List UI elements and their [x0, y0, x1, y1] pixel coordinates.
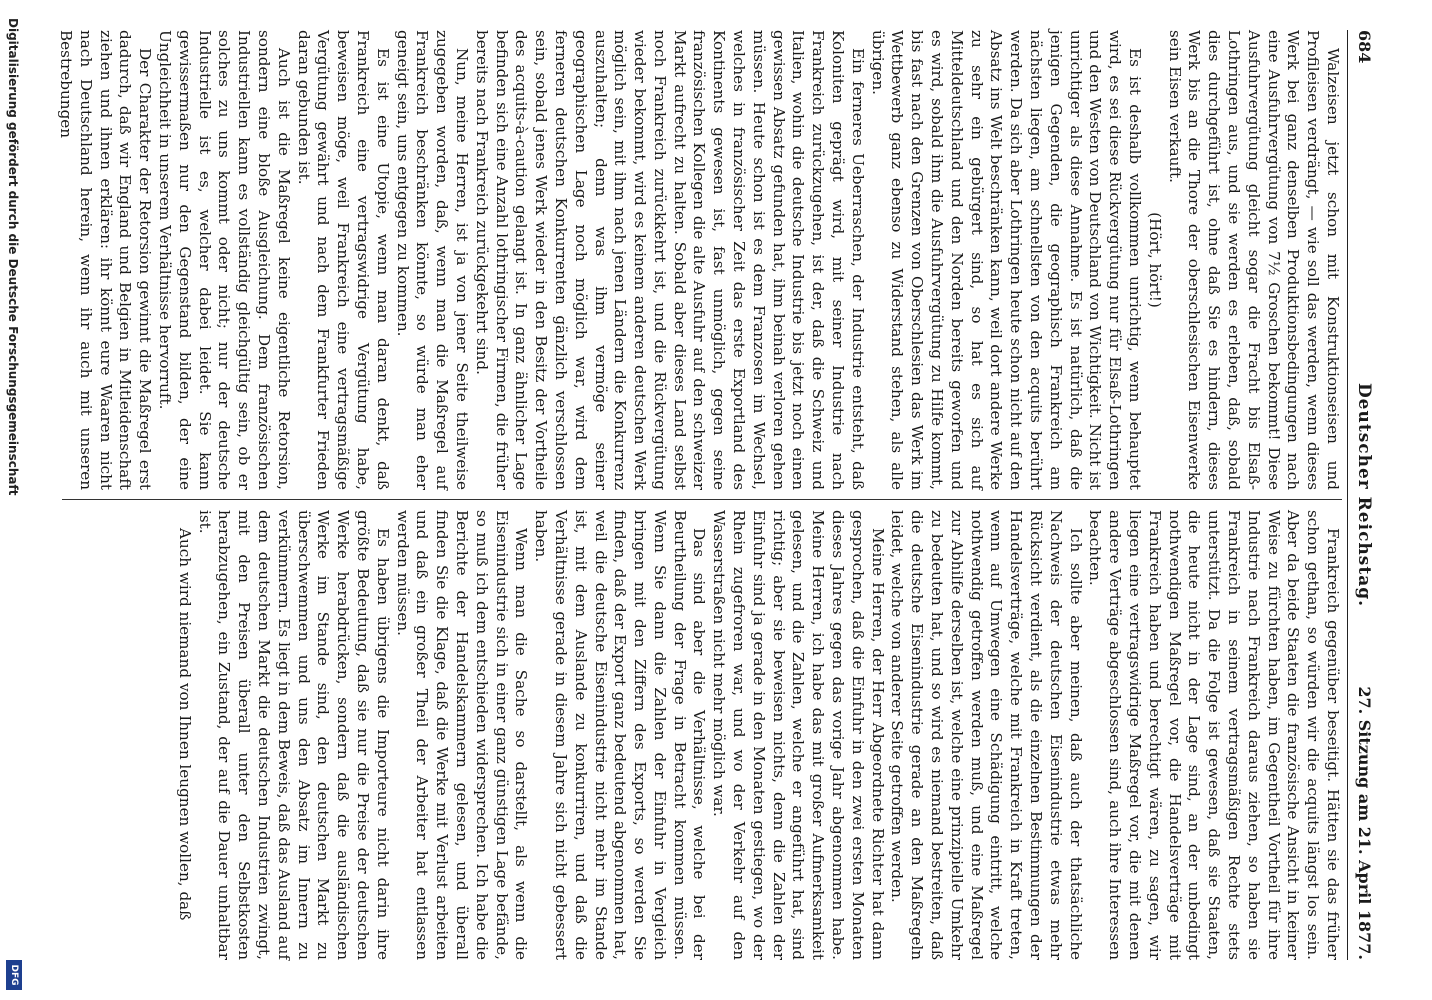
paragraph: Es ist deshalb vollkommen unrichtig, wenn behauptet wird, es sei diese Rückvergütung nur für Elsaß-Lothringen und den Westen von Deutschland von Wichtigkeit. Nicht ist unrichtiger als diese Annahme. Es ist natürlich, daß die jenigen Gegenden, die geographisch Frankreich am nächsten liegen, am schnellsten von den acquits berührt werden. Da sich aber Lothringen heute schon nicht auf den Absatz ins Welt beschränken kann, weil dort andere Werke zu sehr ein gebürgert sind, so hat es sich auf Mitteldeutschland und den Norden bereits geworfen und es wird, sobald ihm die Ausfuhrvergütung zu Hilfe kommt, bis fast nach den Grenzen von Oberschlesien das Werk im Wettbewerb ganz ebenso zu Widerstand stehen, als alle übrigen.	[868, 30, 1145, 490]
paragraph: Auch ist die Maßregel keine eigentliche Retorsion, sondern eine bloße Ausgleichung. Dem französischen Industriellen kann es vollständig gleichgültig sein, ob er solches zu uns kommt oder nicht; nur der deutsche Industrielle ist es, welcher dabei leidet. Sie kann gewissermaßen nur den Gegenstand bilden, der eine Ungleichheit in unserem Verhältnisse hervorruft.	[155, 30, 293, 490]
paragraph: Ich sollte aber meinen, daß auch der thatsächliche Nachweis der deutschen Eisenindustrie etwas mehr Rücksicht verdient, als die einzelnen Bestimmungen der Handelsverträge, welche mit Frankreich in Kraft treten, wenn auf Umwegen eine Schädigung eintritt, welche nothwendig getroffen werden muß, und eine Maßregel zur Abhilfe derselben ist, welche eine prinzipielle Umkehr zu bedeuten hat, und so wird es niemand bestreiten, daß die deutsche Eisenindustrie gerade an den Maßregeln leidet, welche von anderer Seite getroffen werden.	[888, 510, 1085, 960]
page-header	[1350, 30, 1374, 960]
credit-text: Digitalisierung gefördert durch die Deutsche Forschungsgemeinschaft	[6, 18, 20, 496]
header-rule	[1347, 30, 1348, 960]
left-column	[57, 30, 1342, 490]
paragraph: Frankreich gegenüber beseitigt. Hätten sie das früher schon gethan, so würden wir die acquits längst los sein. Aber da beide Staaten die französische Ansicht in keiner Weise zu fürchten haben, im Gegentheil Vortheil für ihre Industrie nach Frankreich daraus ziehen, so haben sie Frankreich in seinem vertragsmäßigen Rechte stets unterstützt. Da die Folge ist gewesen, daß sie Staaten, die heute nicht in der Lage sind, an der unbedingt nothwendigen Maßregel vor, die Handelsverträge mit Frankreich haben und berechtigt wären, zu sagen, wir liegen eine vertragswidrige Maßregel vor, die mit denen andere Verträge abgeschlossen sind, auch ihre Interessen beachten.	[1086, 510, 1342, 960]
paragraph: Meine Herren, der Herr Abgeordnete Richter hat dann gesprochen, daß die Einfuhr in den zwei ersten Monaten dieses Jahres gegen das vorige Jahr abgenommen habe. Meine Herren, ich habe das mit großer Aufmerksamkeit gelesen, und die Zahlen, welche er angeführt hat, sind richtig; aber sie beweisen nichts, denn die Zahlen der Einfuhr sind ja gerade in den Monaten gestiegen, wo der Rhein zugefroren war, und wo der Verkehr auf den Wasserstraßen nicht mehr möglich war.	[710, 510, 887, 960]
paragraph: Nun, meine Herren, ist ja von jener Seite theilweise zugegeben worden, daß, wenn man die Maßregel auf Frankreich beschränken könnte, so würde man eher geneigt sein, uns entgegen zu kommen.	[393, 30, 471, 490]
paragraph: Walzeisen jetzt schon mit Konstruktionseisen und Profileisen verdrängt, — wie soll das werden, wenn dieses Werk bei ganz denselben Produktionsbedingungen nach eine Ausfuhrvergütung von 7½ Groschen bekommt! Diese Ausfuhrvergütung gleicht sogar die Fracht bis Elsaß-Lothringen aus, und sie werden es erleben, daß, sobald dies durchgeführt ist, ohne daß Sie es hindern, dieses Werk bis an die Thore der oberschlesischen Eisenwerke sein Eisen verkauft.	[1165, 30, 1342, 490]
interjection: (Hört, hört!)	[1145, 212, 1164, 308]
paragraph: Das sind aber die Verhältnisse, welche bei der Beurtheilung der Frage in Betracht kommen müssen. Wenn Sie dann die Zahlen der Einfuhr in Vergleich bringen mit den Ziffern des Exports, so werden Sie finden, daß der Export ganz bedeutend abgenommen hat, weil die deutsche Eisenindustrie nicht mehr im Stande ist, mit dem Auslande zu konkurriren, und daß die Verhältnisse gerade in diesem Jahre sich nicht gebessert haben.	[532, 510, 709, 960]
digitization-credit	[2, 0, 22, 1000]
page-title: Deutscher Reichstag.	[1354, 382, 1374, 608]
page-number: 684	[1355, 30, 1374, 64]
column-divider	[62, 499, 1342, 500]
paragraph: Wenn man die Sache so darstellt, als wenn die Eisenindustrie sich in einer ganz günstigen Lage befände, so muß ich dem entschieden widersprechen. Ich habe die Berichte der Handelskammern gelesen, und überall finden Sie die Klage, daß die Werke mit Verlust arbeiten und daß ein großer Theil der Arbeiter hat entlassen werden müssen.	[393, 510, 531, 960]
paragraph: Es haben übrigens die Importeure nicht darin ihre größte Bedeutung, daß sie nur die Preise der deutschen Werke herabdrücken, sondern daß die ausländischen Werke im Stande sind, den deutschen Markt zu überschwemmen und uns den Absatz im Innern zu verkümmern. Es liegt in dem Beweis, daß das Ausland auf dem deutschen Markt die deutschen Industrien zwingt, mit den Preisen überall unter den Selbstkosten herabzugehen, ein Zustand, der auf die Dauer unhaltbar ist.	[195, 510, 392, 960]
paragraph: Auch wird niemand von Ihnen leugnen wollen, daß	[175, 528, 194, 921]
right-column	[62, 510, 1342, 960]
paragraph: Es ist eine Utopie, wenn man daran denkt, daß Frankreich eine vertragswidrige Vergütung habe, beweisen möge, weil Frankreich eine vertragsmäßige Vergütung gewährt und nach dem Frankfurter Frieden daran gebunden ist.	[294, 30, 392, 490]
paragraph: Ein ferneres Ueberraschen, der Industrie entsteht, daß Koloniten geprägt wird, mit seiner Industrie nach Frankreich zurückzugehen, ist der, daß die Schweiz und Italien, wohin die deutsche Industrie bis jetzt noch einen gewissen Absatz gefunden hat, ihm beinah verloren gehen müssen. Heute schon ist es dem Franzosen im Wechsel, welches in französischer Zeit das erste Exportland des Kontinents gewesen ist, fast unmöglich, gegen seine französischen Kollegen die alte Ausfuhr auf den schweizer Markt aufrecht zu halten. Sobald aber dieses Land selbst noch Frankreich zurückkehrt ist, und die Rückvergütung wieder bekommt, wird es keinem anderen deutschen Werk möglich sein, mit ihm nach jenen Ländern die Konkurrenz auszuhalten; denn was ihm vermöge seiner geographischen Lage noch möglich war, wird dem ferneren deutschen Konkurrenten gänzlich verschlossen sein, sobald jenes Werk wieder in den Besitz der Vortheile des acquits-à-caution gelangt ist. In ganz ähnlicher Lage befinden sich eine Anzahl lothringischer Firmen, die früher bereits nach Frankreich zurückgekehrt sind.	[472, 30, 867, 490]
paragraph: Der Charakter der Retorsion gewinnt die Maßregel erst dadurch, daß wir England und Belgien in Mitleidenschaft ziehen und ihnen erklären: ihr könnt eure Waaren nicht nach Deutschland herein, wenn ihr auch mit unseren Bestrebungen	[57, 30, 155, 490]
dfg-logo: DFG	[6, 960, 22, 990]
session-date: 27. Sitzung am 21. April 1877.	[1355, 686, 1374, 960]
